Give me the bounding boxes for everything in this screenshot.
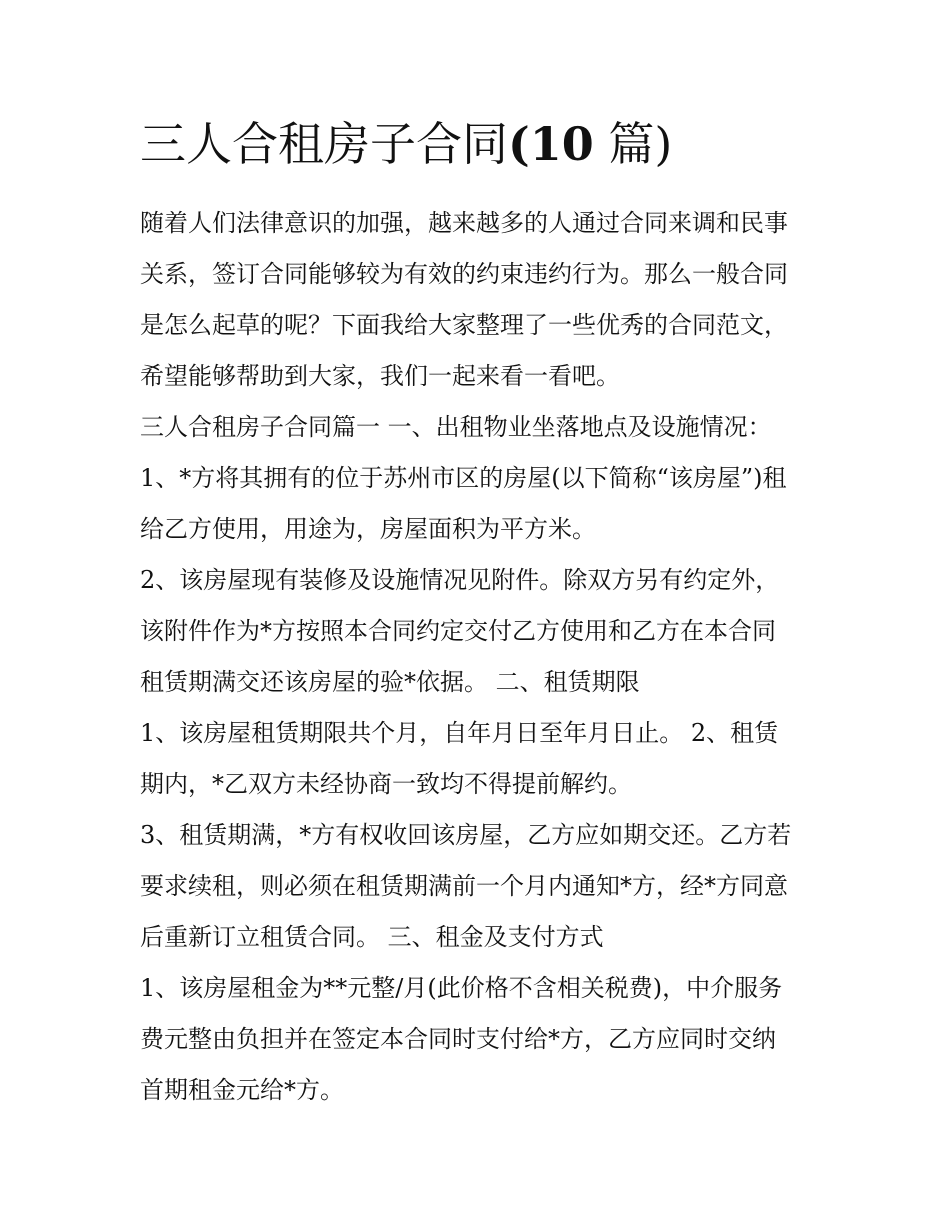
body-line: 要求续租，则必须在租赁期满前一个月内通知*方，经*方同意 (140, 872, 788, 900)
body-line: 2、该房屋现有装修及设施情况见附件。除双方另有约定外， (140, 566, 780, 594)
body-line: 1、该房屋租赁期限共个月，自年月日至年月日止。 2、租赁 (140, 719, 779, 747)
body-line: 费元整由负担并在签定本合同时支付给*方，乙方应同时交纳 (140, 1025, 776, 1053)
body-line: 1、该房屋租金为**元整/月(此价格不含相关税费)，中介服务 (140, 974, 783, 1002)
document-title (140, 112, 672, 176)
body-line: 给乙方使用，用途为，房屋面积为平方米。 (140, 515, 596, 543)
body-line: 1、*方将其拥有的位于苏州市区的房屋(以下简称“该房屋”)租 (140, 464, 787, 492)
body-line: 租赁期满交还该房屋的验*依据。 二、租赁期限 (140, 668, 640, 696)
body-line: 是怎么起草的呢？下面我给大家整理了一些优秀的合同范文， (140, 311, 788, 339)
body-line: 关系，签订合同能够较为有效的约束违约行为。那么一般合同 (140, 260, 788, 288)
body-line: 首期租金元给*方。 (140, 1076, 344, 1104)
title-prefix: 三人合租房子合同 (140, 117, 508, 171)
title-suffix: 篇) (608, 117, 673, 171)
body-line: 希望能够帮助到大家，我们一起来看一看吧。 (140, 362, 620, 390)
body-line: 3、租赁期满，*方有权收回该房屋，乙方应如期交还。乙方若 (140, 821, 792, 849)
body-line: 期内，*乙双方未经协商一致均不得提前解约。 (140, 770, 632, 798)
document-body (140, 198, 820, 1116)
title-number: (10 (508, 117, 594, 171)
body-line: 随着人们法律意识的加强，越来越多的人通过合同来调和民事 (140, 209, 788, 237)
body-line: 后重新订立租赁合同。 三、租金及支付方式 (140, 923, 604, 951)
body-line: 该附件作为*方按照本合同约定交付乙方使用和乙方在本合同 (140, 617, 776, 645)
body-line: 三人合租房子合同篇一 一、出租物业坐落地点及设施情况： (140, 413, 772, 441)
